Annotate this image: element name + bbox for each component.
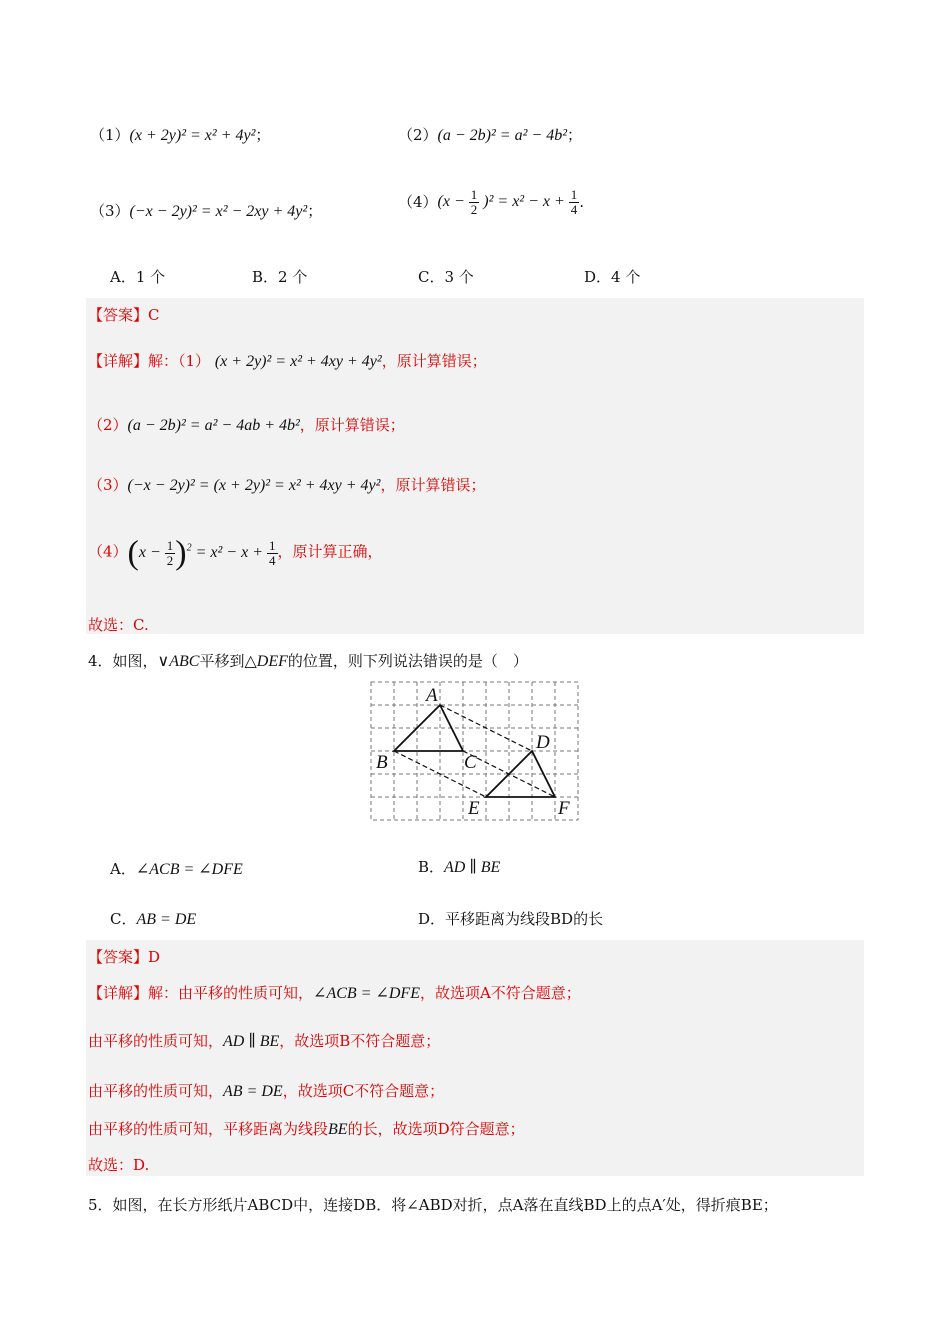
q3-item-3-expr: (−x − 2y)² = x² − 2xy + 4y² [129,203,308,220]
q4-detail-line-2: 由平移的性质可知，AD ∥ BE，故选项B不符合题意； [88,1032,441,1050]
translation-figure [370,680,582,822]
q4-conclusion: 故选：D. [88,1156,150,1174]
q3-option-b: B．2 个 [252,268,308,286]
q4-detail-line-3: 由平移的性质可知，AB = DE，故选项C不符合题意； [88,1082,445,1100]
fraction: $\frac{1}{2}$ [470,186,478,217]
q3-option-c: C．3 个 [418,268,474,286]
q3-option-d: D．4 个 [584,268,641,286]
label-f: F [558,798,570,819]
q3-item-2: （2）(a − 2b)² = a² − 4b²； [398,126,582,144]
q3-answer-box [86,298,864,634]
q4-option-a: A．∠ACB = ∠DFE [110,860,243,878]
q4-option-d: D．平移距离为线段BD的长 [418,910,604,928]
q3-option-a: A．1 个 [110,268,166,286]
q3-conclusion: 故选：C. [88,616,149,634]
q4-answer-box [86,940,864,1176]
q3-item-4-expr: (x − $\frac{1}{2}$ )² = x² − x + $\frac{1}{4}$ [437,186,578,217]
q3-item-2-expr: (a − 2b)² = a² − 4b² [437,127,567,144]
q4-option-c: C．AB = DE [110,910,197,928]
q4-stem: 4．如图，∨ABC平移到△DEF的位置，则下列说法错误的是（ ） [88,652,528,670]
q3-item-1-expr: (x + 2y)² = x² + 4y² [129,127,256,144]
q3-detail-line-2: （2）(a − 2b)² = a² − 4ab + 4b²，原计算错误； [88,416,405,434]
q4-detail-line-4: 由平移的性质可知，平移距离为线段BE的长，故选项D符合题意； [88,1120,525,1138]
label-d: D [536,732,550,753]
q3-item-4: （4）(x − $\frac{1}{2}$ )² = x² − x + $\frac{1}{4}$ . [398,186,585,217]
q4-detail-line-1: 【详解】解：由平移的性质可知，∠ACB = ∠DFE，故选项A不符合题意； [88,984,581,1002]
q4-answer: 【答案】D [88,948,161,966]
q4-option-b: B．AD ∥ BE [418,858,501,876]
label-b: B [376,752,388,773]
q3-item-3: （3）(−x − 2y)² = x² − 2xy + 4y²； [90,202,323,220]
q3-detail-line-4: （4）(x − $\frac{1}{2}$ )$^2$ = x² − x + $\frac{1}{4}$ ，原计算正确， [88,534,383,572]
q3-item-1: （1）(x + 2y)² = x² + 4y²； [90,126,271,144]
label-e: E [468,798,480,819]
q3-detail-line-1: 【详解】解：（1） (x + 2y)² = x² + 4xy + 4y²，原计算错误； [88,352,487,370]
label-a: A [426,685,438,706]
q5-stem: 5．如图，在长方形纸片ABCD中，连接DB．将∠ABD对折，点A落在直线BD上的点A′处，得折痕BE； [88,1196,778,1214]
q3-detail-line-3: （3）(−x − 2y)² = (x + 2y)² = x² + 4xy + 4y²，原计算错误； [88,476,486,494]
q3-answer: 【答案】C [88,306,160,324]
fraction: $\frac{1}{4}$ [570,186,578,217]
label-c: C [464,752,477,773]
